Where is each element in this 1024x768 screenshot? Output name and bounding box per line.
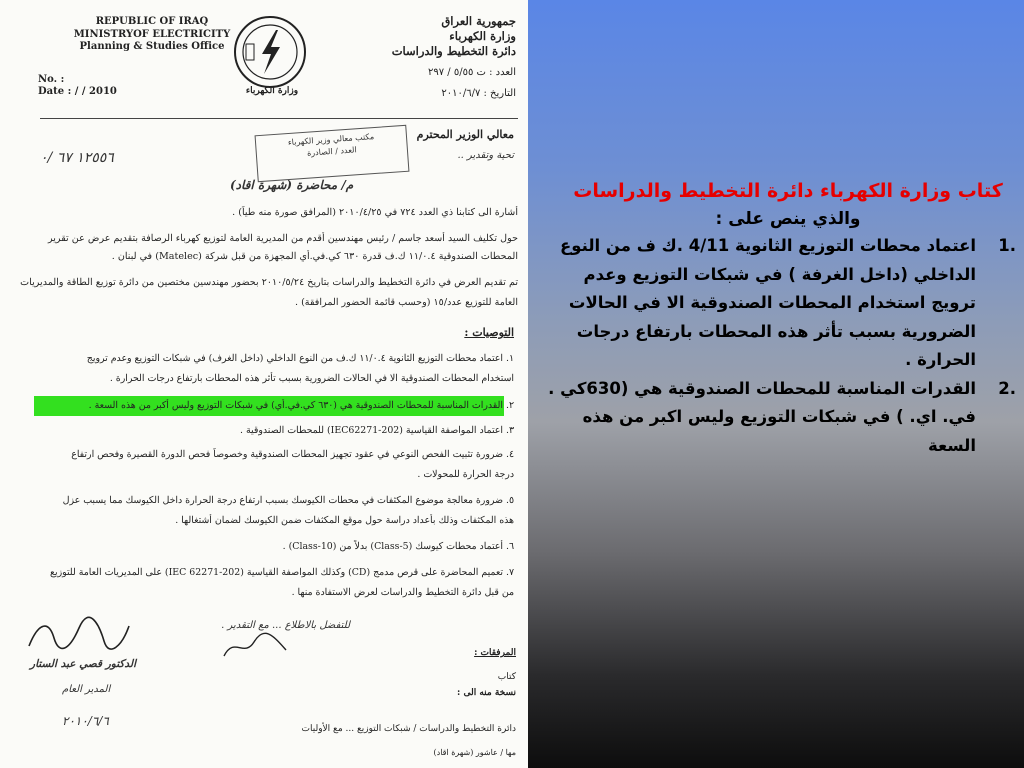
english-letterhead (52, 16, 252, 54)
handwritten-signature-icon (24, 616, 134, 656)
ar-header-line-1: جمهورية العراق (441, 14, 516, 28)
recommendation-line-4: ٣. اعتماد المواصفة القياسية (IEC62271-202) للمحطات الصندوقية . (240, 425, 514, 436)
recommendation-line-3: ٢. القدرات المناسبة للمحطات الصندوقية هي (٦٣٠ كي.في.أي) في شبكات التوزيع وليس أكبر من هذه السعة . (88, 400, 514, 411)
numbered-list (540, 232, 1016, 460)
number-date-block (38, 74, 117, 98)
signatory-title: المدير العام (62, 684, 111, 695)
recommendation-line-8: هذه المكثفات وذلك بأعداد دراسة حول موقع المكثفات ضمن الكيوسك لضمان أشتغالها . (175, 515, 514, 526)
signatory-name: الدكتور قصي عبد الستار (30, 658, 136, 670)
ministry-logo-icon (232, 14, 308, 90)
list-item (540, 232, 1016, 375)
closing-line: للتفضل بالاطلاع ... مع التقدير . (221, 620, 350, 631)
slide-content (540, 176, 1016, 460)
incoming-stamp (255, 125, 410, 182)
paragraph-2: حول تكليف السيد أسعد جاسم / رئيس مهندسين أقدم من المديرية العامة لتوزيع كهرباء الرصافة بتقديم عرض عن تقرير (47, 233, 518, 244)
ar-date: التاريخ : ٢٠١٠/٦/٧ (441, 88, 516, 99)
handwritten-date: ٢٠١٠/٦/٦ (62, 714, 109, 728)
list-number: 2. (998, 378, 1016, 398)
recommendation-line-5: ٤. ضرورة تثبيت الفحص النوعي في عقود تجهيز المحطات الصندوقية وخصوصاً فحص الدورة القصيرة وفحص ارتفاع (71, 449, 514, 460)
letterhead-line-3: Planning & Studies Office (79, 41, 225, 52)
ar-header-line-3: دائرة التخطيط والدراسات (391, 44, 516, 58)
recommendation-line-7: ٥. ضرورة معالجة موضوع المكثفات في محطات الكيوسك بسبب ارتفاع درجة الحرارة داخل الكيوسك مما يسبب عزل (62, 495, 514, 506)
letterhead-line-2: MINISTRYOF ELECTRICITY (73, 28, 231, 40)
recommendation-line-9: ٦. أعتماد محطات كيوسك (Class-5) بدلاً من (Class-10) . (282, 541, 514, 552)
salutation: معالي الوزير المحترم (416, 128, 514, 141)
date-label: Date : / / 2010 (38, 86, 117, 97)
copy-to-item: دائرة التخطيط والدراسات / شبكات التوزيع ... مع الأوليات (301, 724, 516, 734)
paragraph-5: العامة للتوزيع عدد/١٥ (وحسب قائمة الحضور المرافقة) . (294, 297, 518, 308)
initials-scribble-icon (220, 628, 290, 668)
list-item (540, 375, 1016, 461)
recommendation-line-11: من قبل دائرة التخطيط والدراسات لعرض الاستفادة منها . (291, 587, 514, 598)
letterhead-line-1: REPUBLIC OF IRAQ (95, 16, 209, 27)
header-divider (40, 118, 518, 119)
signature-block (0, 616, 528, 768)
subject-line: م/ محاضرة (شهرة اقاد) (230, 178, 354, 192)
recommendation-line-1: ١. اعتماد محطات التوزيع الثانوية ١١/٠.٤ ك.ف من النوع الداخلي (داخل الغرف) في شبكات التوزيع وعدم ترويج (86, 353, 514, 364)
copy-to-label: نسخة منه الى : (457, 688, 516, 698)
attachment-item: كتاب (497, 672, 516, 682)
greeting: تحية وتقدير .. (457, 150, 514, 161)
stamp-line-1: مكتب معالي وزير الكهرباء (287, 132, 375, 148)
number-label: No. : (38, 74, 65, 85)
slide-subtitle: والذي ينص على : (715, 209, 861, 229)
ar-header-line-2: وزارة الكهرباء (449, 29, 516, 43)
paragraph-3: المحطات الصندوقية ١١/٠.٤ ك.ف قدرة ٦٣٠ كي.في.أي المجهزة من قبل شركة (Matelec) في لبنان . (111, 251, 518, 262)
stamp-line-2: العدد / الصادرة (306, 145, 357, 158)
recommendations-title: التوصيات : (464, 326, 514, 339)
footer-note: مها / عاشور (شهرة اقاد) (433, 748, 516, 757)
ar-number: العدد : ت ٥/٥٥ / ٢٩٧ (427, 67, 516, 78)
margin-handwritten-note: ١٢٥٥٦ ٦٧ /٠ (40, 150, 114, 166)
recommendation-line-6: درجة الحرارة للمحولات . (417, 469, 514, 480)
list-number: 1. (998, 236, 1016, 255)
slide-title: كتاب وزارة الكهرباء دائرة التخطيط والدراسات (573, 180, 1003, 202)
recommendation-line-10: ٧. تعميم المحاضرة على قرص مدمج (CD) وكذلك المواصفة القياسية (IEC 62271-202) على المديريات العامة للتوزيع (49, 567, 514, 578)
recommendation-line-2: استخدام المحطات الصندوقية الا في الحالات الضرورية بسبب تأثر هذه المحطات بارتفاع درجات الحرارة . (109, 373, 514, 384)
logo-caption: وزارة الكهرباء (245, 86, 299, 96)
arabic-letterhead (326, 14, 516, 101)
attachments-label: المرفقات : (474, 648, 516, 658)
list-text: القدرات المناسبة للمحطات الصندوقية هي (630كي . في. اي. ) في شبكات التوزيع وليس اكبر من هذه السعة (548, 378, 976, 455)
list-text: اعتماد محطات التوزيع الثانوية 4/11 .ك ف من النوع الداخلي (داخل الغرفة ) في شبكات التوزيع وعدم ترويج استخدام المحطات الصندوقية الا في الحالات الضرورية بسبب تأثر هذه المحطات بارتفاع درجات الحرارة . (559, 236, 976, 369)
paragraph-1: أشارة الى كتابنا ذي العدد ٧٢٤ في ٢٠١٠/٤/٢٥ (المرافق صورة منه طياً) . (232, 207, 518, 218)
paragraph-4: تم تقديم العرض في دائرة التخطيط والدراسات بتاريخ ٢٠١٠/٥/٢٤ بحضور مهندسين مختصين من دائرة توزيع الطاقة والمديريات (20, 277, 518, 288)
